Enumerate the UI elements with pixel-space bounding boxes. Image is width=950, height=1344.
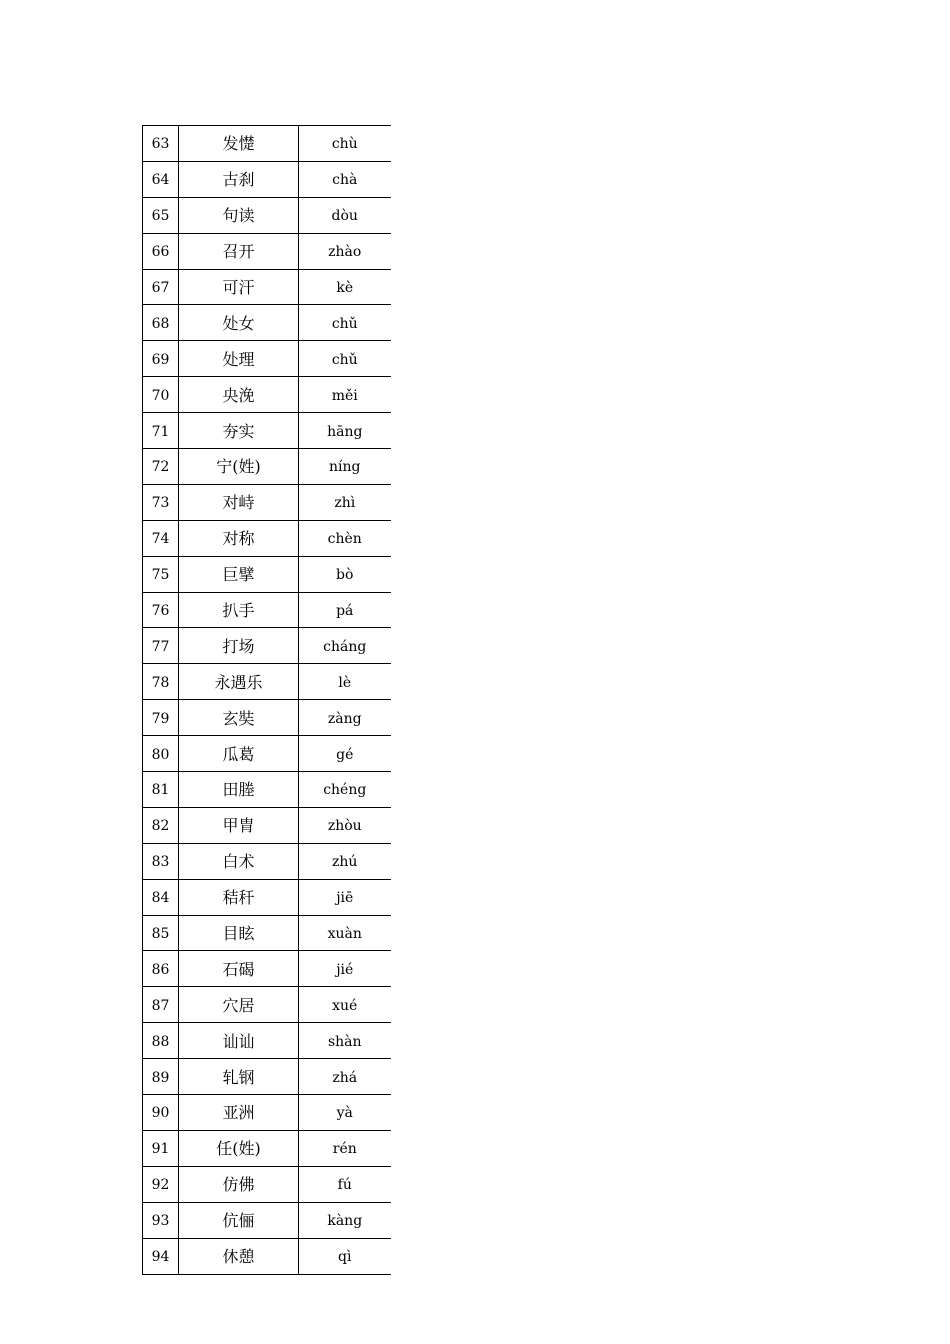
word-cell: 对称 [179, 520, 299, 556]
pinyin-cell: zhì [299, 484, 391, 520]
word-cell: 任(姓) [179, 1130, 299, 1166]
row-number-cell: 91 [143, 1130, 179, 1166]
word-cell: 穴居 [179, 987, 299, 1023]
word-cell: 石碣 [179, 951, 299, 987]
word-cell: 对峙 [179, 484, 299, 520]
word-cell: 仿佛 [179, 1166, 299, 1202]
table-row [143, 772, 391, 808]
table-row [143, 1095, 391, 1131]
word-cell: 玄奘 [179, 700, 299, 736]
word-cell: 夯实 [179, 413, 299, 449]
table-row [143, 233, 391, 269]
table-row [143, 449, 391, 485]
row-number-cell: 73 [143, 484, 179, 520]
word-cell: 瓜葛 [179, 736, 299, 772]
pinyin-cell: chéng [299, 772, 391, 808]
table-row [143, 161, 391, 197]
row-number-cell: 86 [143, 951, 179, 987]
table-row [143, 1238, 391, 1274]
pinyin-cell: chà [299, 161, 391, 197]
row-number-cell: 74 [143, 520, 179, 556]
word-cell: 目眩 [179, 915, 299, 951]
row-number-cell: 83 [143, 843, 179, 879]
word-cell: 发憷 [179, 126, 299, 162]
table-row [143, 592, 391, 628]
table-row [143, 126, 391, 162]
row-number-cell: 76 [143, 592, 179, 628]
table-row [143, 700, 391, 736]
row-number-cell: 84 [143, 879, 179, 915]
pinyin-cell: zhá [299, 1059, 391, 1095]
table-row [143, 1059, 391, 1095]
pinyin-cell: zhào [299, 233, 391, 269]
pinyin-cell: gé [299, 736, 391, 772]
word-cell: 休憩 [179, 1238, 299, 1274]
word-cell: 秸秆 [179, 879, 299, 915]
pinyin-cell: jié [299, 951, 391, 987]
table-row [143, 807, 391, 843]
word-cell: 召开 [179, 233, 299, 269]
pinyin-cell: kàng [299, 1202, 391, 1238]
row-number-cell: 64 [143, 161, 179, 197]
word-cell: 讪讪 [179, 1023, 299, 1059]
pinyin-cell: shàn [299, 1023, 391, 1059]
word-cell: 甲胄 [179, 807, 299, 843]
word-cell: 央浼 [179, 377, 299, 413]
table-body [143, 126, 391, 1275]
table-row [143, 843, 391, 879]
word-cell: 打场 [179, 628, 299, 664]
row-number-cell: 82 [143, 807, 179, 843]
table-row [143, 269, 391, 305]
pinyin-cell: fú [299, 1166, 391, 1202]
row-number-cell: 63 [143, 126, 179, 162]
word-cell: 宁(姓) [179, 449, 299, 485]
table-row [143, 305, 391, 341]
pinyin-cell: zàng [299, 700, 391, 736]
table-row [143, 377, 391, 413]
row-number-cell: 71 [143, 413, 179, 449]
word-cell: 处女 [179, 305, 299, 341]
pinyin-cell: níng [299, 449, 391, 485]
row-number-cell: 78 [143, 664, 179, 700]
row-number-cell: 77 [143, 628, 179, 664]
pinyin-cell: chǔ [299, 305, 391, 341]
pinyin-cell: měi [299, 377, 391, 413]
row-number-cell: 66 [143, 233, 179, 269]
pinyin-cell: xuàn [299, 915, 391, 951]
row-number-cell: 89 [143, 1059, 179, 1095]
row-number-cell: 88 [143, 1023, 179, 1059]
word-cell: 句读 [179, 197, 299, 233]
row-number-cell: 79 [143, 700, 179, 736]
pinyin-cell: rén [299, 1130, 391, 1166]
table-row [143, 1130, 391, 1166]
table-row [143, 484, 391, 520]
pinyin-cell: hāng [299, 413, 391, 449]
pinyin-cell: dòu [299, 197, 391, 233]
word-cell: 亚洲 [179, 1095, 299, 1131]
pinyin-cell: yà [299, 1095, 391, 1131]
row-number-cell: 68 [143, 305, 179, 341]
word-cell: 轧钢 [179, 1059, 299, 1095]
word-cell: 可汗 [179, 269, 299, 305]
pinyin-cell: xué [299, 987, 391, 1023]
row-number-cell: 67 [143, 269, 179, 305]
pinyin-cell: kè [299, 269, 391, 305]
pinyin-cell: jiē [299, 879, 391, 915]
row-number-cell: 65 [143, 197, 179, 233]
table-row [143, 628, 391, 664]
row-number-cell: 92 [143, 1166, 179, 1202]
pinyin-cell: bò [299, 556, 391, 592]
row-number-cell: 70 [143, 377, 179, 413]
word-cell: 巨擘 [179, 556, 299, 592]
pinyin-cell: zhòu [299, 807, 391, 843]
table-row [143, 1166, 391, 1202]
row-number-cell: 80 [143, 736, 179, 772]
row-number-cell: 87 [143, 987, 179, 1023]
table-row [143, 987, 391, 1023]
table-row [143, 915, 391, 951]
table-row [143, 1023, 391, 1059]
pronunciation-table-sheet [142, 125, 390, 1275]
word-cell: 扒手 [179, 592, 299, 628]
row-number-cell: 69 [143, 341, 179, 377]
table-row [143, 1202, 391, 1238]
word-cell: 田塍 [179, 772, 299, 808]
table-row [143, 341, 391, 377]
row-number-cell: 72 [143, 449, 179, 485]
table-row [143, 197, 391, 233]
table-row [143, 556, 391, 592]
word-cell: 古刹 [179, 161, 299, 197]
row-number-cell: 90 [143, 1095, 179, 1131]
table-row [143, 951, 391, 987]
pronunciation-table [142, 125, 391, 1275]
row-number-cell: 75 [143, 556, 179, 592]
row-number-cell: 94 [143, 1238, 179, 1274]
table-row [143, 879, 391, 915]
pinyin-cell: pá [299, 592, 391, 628]
word-cell: 处理 [179, 341, 299, 377]
pinyin-cell: chǔ [299, 341, 391, 377]
table-row [143, 520, 391, 556]
pinyin-cell: zhú [299, 843, 391, 879]
table-row [143, 413, 391, 449]
word-cell: 伉俪 [179, 1202, 299, 1238]
table-row [143, 736, 391, 772]
row-number-cell: 85 [143, 915, 179, 951]
pinyin-cell: chù [299, 126, 391, 162]
pinyin-cell: lè [299, 664, 391, 700]
pinyin-cell: cháng [299, 628, 391, 664]
row-number-cell: 81 [143, 772, 179, 808]
pinyin-cell: qì [299, 1238, 391, 1274]
row-number-cell: 93 [143, 1202, 179, 1238]
table-row [143, 664, 391, 700]
word-cell: 白术 [179, 843, 299, 879]
word-cell: 永遇乐 [179, 664, 299, 700]
pinyin-cell: chèn [299, 520, 391, 556]
